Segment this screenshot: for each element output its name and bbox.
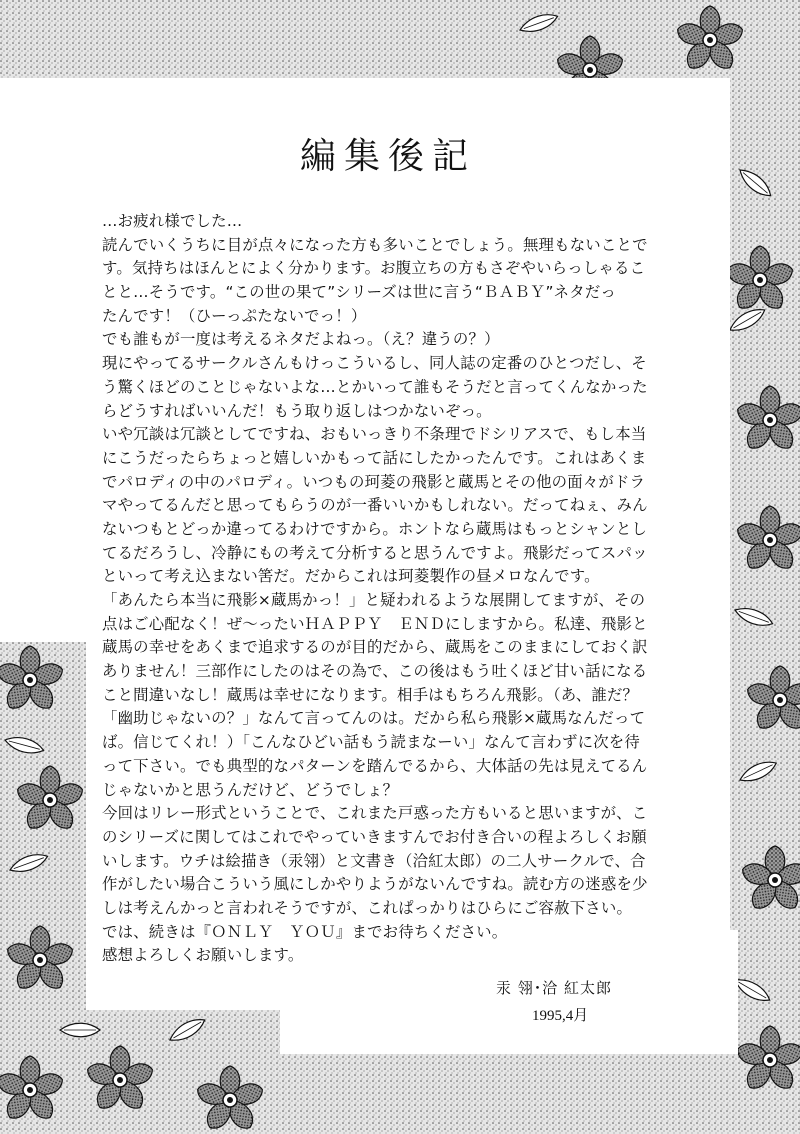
body-line: す。気持ちはほんとによく分かります。お腹立ちの方もさぞやいらっしゃるこ [102,259,646,278]
body-line: 点はご心配なく！ぜ〜ったいＨＡＰＰＹ ＥＮＤにしますから。私達、飛影と [102,614,648,633]
body-line: こと間違いなし！蔵馬は幸せになります。相手はもちろん飛影。（あ、誰だ？ [102,685,639,704]
body-line: 「幽助じゃないの？」なんて言ってんのは。だから私ら飛影×蔵馬なんだって [102,709,646,728]
body-line: 作がしたい場合こういう風にしかやりようがないんですね。読む方の迷惑を少 [102,875,648,894]
body-line: う驚くほどのことじゃないよな…とかいって誰もそうだと言ってくんなかった [102,377,648,396]
body-line: って下さい。でも典型的なパターンを踏んでるから、大体話の先は見えてるん [102,756,648,775]
body-line: じゃないかと思うんだけど、どうでしょ？ [102,780,399,799]
body-line: いや冗談は冗談としてですね、おもいっきり不条理でドシリアスで、もし本当 [102,425,647,444]
body-line: とと…そうです。“この世の果て”シリーズは世に言う“ＢＡＢＹ”ネタだっ [102,283,617,302]
body-line: 現にやってるサークルさんもけっこういるし、同人誌の定番のひとつだし、そ [102,354,647,373]
body-line: てるだろうし、冷静にもの考えて分析すると思うんですよ。飛影だってスパッ [102,543,648,562]
body-line: ないつもとどっか違ってるわけですから。ホントなら蔵馬はもっとシャンとし [102,519,648,538]
body-line: 今回はリレー形式ということで、これまた戸惑った方もいると思いますが、こ [102,804,648,823]
author-signature: 汞 翎･洽 紅太郎 [496,979,613,997]
body-line: といって考え込まない筈だ。だからこれは珂菱製作の昼メロなんです。 [102,567,600,586]
body-line: 蔵馬の幸せをあくまで追求するのが目的だから、蔵馬をこのままにしておく訳 [102,638,648,657]
body-line: らどうすればいいんだ！もう取り返しはつかないぞっ。 [102,401,492,420]
body-line: いします。ウチは絵描き（汞翎）と文書き（洽紅太郎）の二人サークルで、合 [102,851,646,870]
page-title: 編集後記 [300,136,477,177]
body-line: マやってるんだと思ってもらうのが一番いいかもしれない。だってねぇ、みん [102,496,648,515]
body-line: でパロディの中のパロディ。いつもの珂菱の飛影と蔵馬とその他の面々がドラ [102,472,646,491]
body-line: ば。信じてくれ！）「こんなひどい話もう読まなーい」なんて言わずに次を待 [102,733,640,752]
body-line: では、続きは『ＯＮＬＹ ＹＯＵ』までお待ちください。 [102,922,508,941]
body-line: ありません！三部作にしたのはその為で、この後はもう吐くほど甘い話になる [102,662,648,681]
body-line: たんです！（ひーっぷたないでっ！） [102,306,367,325]
body-line: しは考えんかっと言われそうですが、これぱっかりはひらにご容赦下さい。 [102,898,633,917]
publication-date: 1995,4月 [532,1008,589,1024]
body-line: 「あんたら本当に飛影×蔵馬かっ！」と疑われるような展開してますが、その [102,591,646,609]
body-line: にこうだったらちょっと嬉しいかもって話にしたかったんです。これはあくま [102,448,647,467]
body-line: のシリーズに関してはこれでやっていきますんでお付き合いの程よろしくお願 [102,827,647,846]
body-line: 読んでいくうちに目が点々になった方も多いことでしょう。無理もないことで [102,235,648,254]
body-line: でも誰もが一度は考えるネタだよねっ。（え？違うの？） [102,330,500,349]
body-line: 感想よろしくお願いします。 [102,946,304,965]
body-line: …お疲れ様でした… [102,212,243,230]
afterword-body [102,210,708,968]
